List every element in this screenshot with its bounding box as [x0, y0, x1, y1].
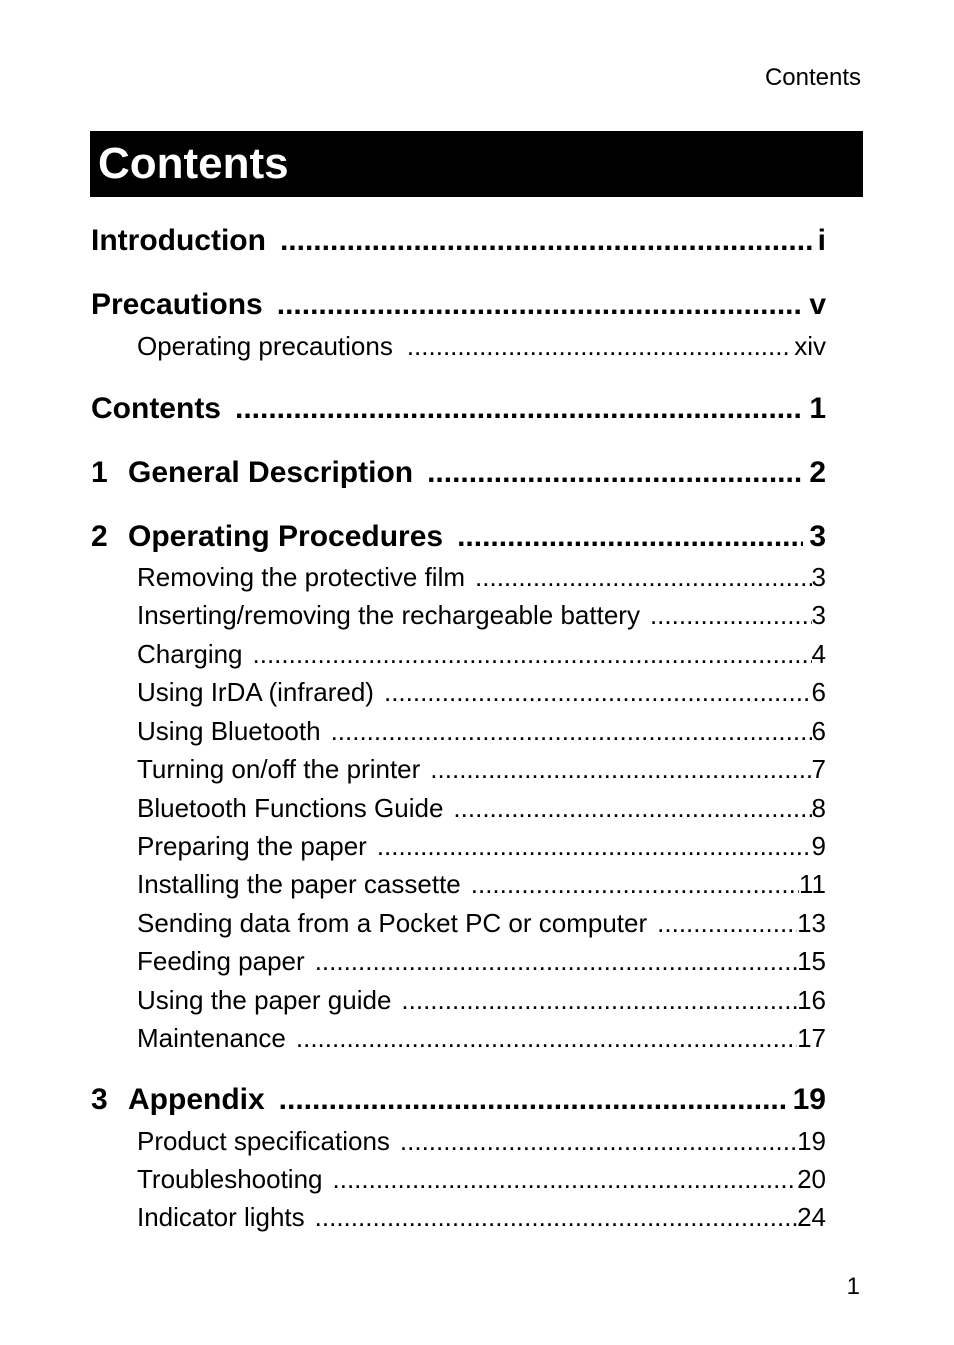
toc-dot-leader	[279, 1082, 787, 1118]
toc-entry-page: 2	[809, 456, 826, 489]
toc-entry-page: 20	[797, 1164, 826, 1194]
toc-section-entry[interactable]	[91, 519, 826, 555]
toc-entry-page: 3	[809, 520, 826, 553]
toc-dot-leader	[296, 1022, 797, 1054]
toc-dot-leader	[407, 330, 788, 362]
toc-entry-label: Appendix	[128, 1083, 265, 1116]
toc-subsection-entry[interactable]	[137, 984, 826, 1016]
toc-entry-page: i	[817, 224, 826, 257]
toc-dot-leader	[400, 1125, 797, 1157]
toc-section-entry[interactable]	[91, 287, 826, 323]
toc-entry-label: Preparing the paper	[137, 831, 367, 861]
toc-entry-label: Removing the protective film	[137, 562, 466, 592]
toc-subsection-entry[interactable]	[137, 599, 826, 631]
toc-subsection-entry[interactable]	[137, 1163, 826, 1195]
toc-subsection-entry[interactable]	[137, 561, 826, 593]
toc-entry-label: Inserting/removing the rechargeable battery	[137, 600, 640, 630]
toc-subsection-entry[interactable]	[137, 330, 826, 362]
toc-subsection-entry[interactable]	[137, 945, 826, 977]
toc-entry-page: 6	[811, 716, 826, 746]
toc-subsection-entry[interactable]	[137, 1022, 826, 1054]
toc-entry-label: Introduction	[91, 224, 266, 257]
toc-dot-leader	[315, 1201, 797, 1233]
toc-entry-page: 11	[799, 869, 826, 899]
toc-dot-leader	[280, 223, 812, 259]
toc-entry-page: 7	[811, 754, 826, 784]
toc-entry-page: 6	[811, 677, 826, 707]
toc-entry-page: 15	[797, 946, 826, 976]
toc-dot-leader	[253, 638, 812, 670]
toc-dot-leader	[333, 1163, 798, 1195]
toc-subsection-entry[interactable]	[137, 830, 826, 862]
toc-entry-number: 1	[91, 456, 108, 489]
toc-entry-label: Charging	[137, 639, 243, 669]
toc-section-entry[interactable]	[91, 391, 826, 427]
toc-entry-page: 3	[811, 600, 826, 630]
toc-entry-label: Product specifications	[137, 1126, 390, 1156]
toc-entry-page: xiv	[794, 331, 826, 361]
toc-subsection-entry[interactable]	[137, 792, 826, 824]
toc-entry-label: Maintenance	[137, 1023, 286, 1053]
toc-subsection-entry[interactable]	[137, 715, 826, 747]
toc-entry-label: Installing the paper cassette	[137, 869, 461, 899]
toc-subsection-entry[interactable]	[137, 868, 826, 900]
toc-entry-label: Bluetooth Functions Guide	[137, 793, 444, 823]
toc-entry-label: Using the paper guide	[137, 985, 392, 1015]
toc-entry-label: Sending data from a Pocket PC or computer	[137, 908, 648, 938]
toc-entry-page: 17	[797, 1023, 826, 1053]
toc-subsection-entry[interactable]	[137, 1201, 826, 1233]
toc-entry-page: 24	[797, 1202, 826, 1232]
toc-dot-leader	[430, 753, 811, 785]
toc-dot-leader	[657, 907, 797, 939]
toc-dot-leader	[427, 455, 803, 491]
toc-dot-leader	[377, 830, 812, 862]
toc-entry-label: Contents	[91, 392, 221, 425]
toc-dot-leader	[315, 945, 797, 977]
page-title: Contents	[90, 131, 863, 197]
toc-entry-label: Using IrDA (infrared)	[137, 677, 374, 707]
toc-dot-leader	[457, 519, 803, 555]
toc-entry-page: 19	[797, 1126, 826, 1156]
toc-entry-page: 8	[811, 793, 826, 823]
toc-section-entry[interactable]	[91, 223, 826, 259]
toc-entry-page: 3	[811, 562, 826, 592]
toc-subsection-entry[interactable]	[137, 753, 826, 785]
toc-entry-label: Precautions	[91, 288, 263, 321]
running-header: Contents	[764, 64, 861, 91]
toc-section-entry[interactable]	[91, 455, 826, 491]
toc-dot-leader	[401, 984, 797, 1016]
toc-section-entry[interactable]	[91, 1082, 826, 1118]
toc-entry-label: General Description	[128, 456, 414, 489]
page-number: 1	[846, 1273, 860, 1300]
toc-entry-label: Feeding paper	[137, 946, 305, 976]
toc-entry-label: Turning on/off the printer	[137, 754, 421, 784]
toc-dot-leader	[384, 676, 812, 708]
toc-subsection-entry[interactable]	[137, 638, 826, 670]
toc-entry-label: Operating Procedures	[128, 520, 444, 553]
toc-dot-leader	[235, 391, 803, 427]
toc-entry-page: 13	[797, 908, 826, 938]
toc-entry-page: 9	[811, 831, 826, 861]
toc-subsection-entry[interactable]	[137, 907, 826, 939]
toc-subsection-entry[interactable]	[137, 676, 826, 708]
toc-entry-page: 16	[797, 985, 826, 1015]
toc-entry-page: 19	[792, 1083, 826, 1116]
toc-subsection-entry[interactable]	[137, 1125, 826, 1157]
toc-dot-leader	[331, 715, 812, 747]
toc-entry-label: Troubleshooting	[137, 1164, 323, 1194]
toc-entry-page: v	[809, 288, 826, 321]
toc-dot-leader	[277, 287, 804, 323]
toc-entry-page: 4	[811, 639, 826, 669]
toc-dot-leader	[475, 561, 812, 593]
toc-dot-leader	[471, 868, 799, 900]
toc-entry-number: 3	[91, 1083, 108, 1116]
toc-dot-leader	[650, 599, 812, 631]
toc-entry-number: 2	[91, 520, 108, 553]
toc-entry-label: Using Bluetooth	[137, 716, 321, 746]
toc-entry-label: Indicator lights	[137, 1202, 305, 1232]
toc-dot-leader	[453, 792, 811, 824]
toc-entry-page: 1	[809, 392, 826, 425]
toc-entry-label: Operating precautions	[137, 331, 393, 361]
